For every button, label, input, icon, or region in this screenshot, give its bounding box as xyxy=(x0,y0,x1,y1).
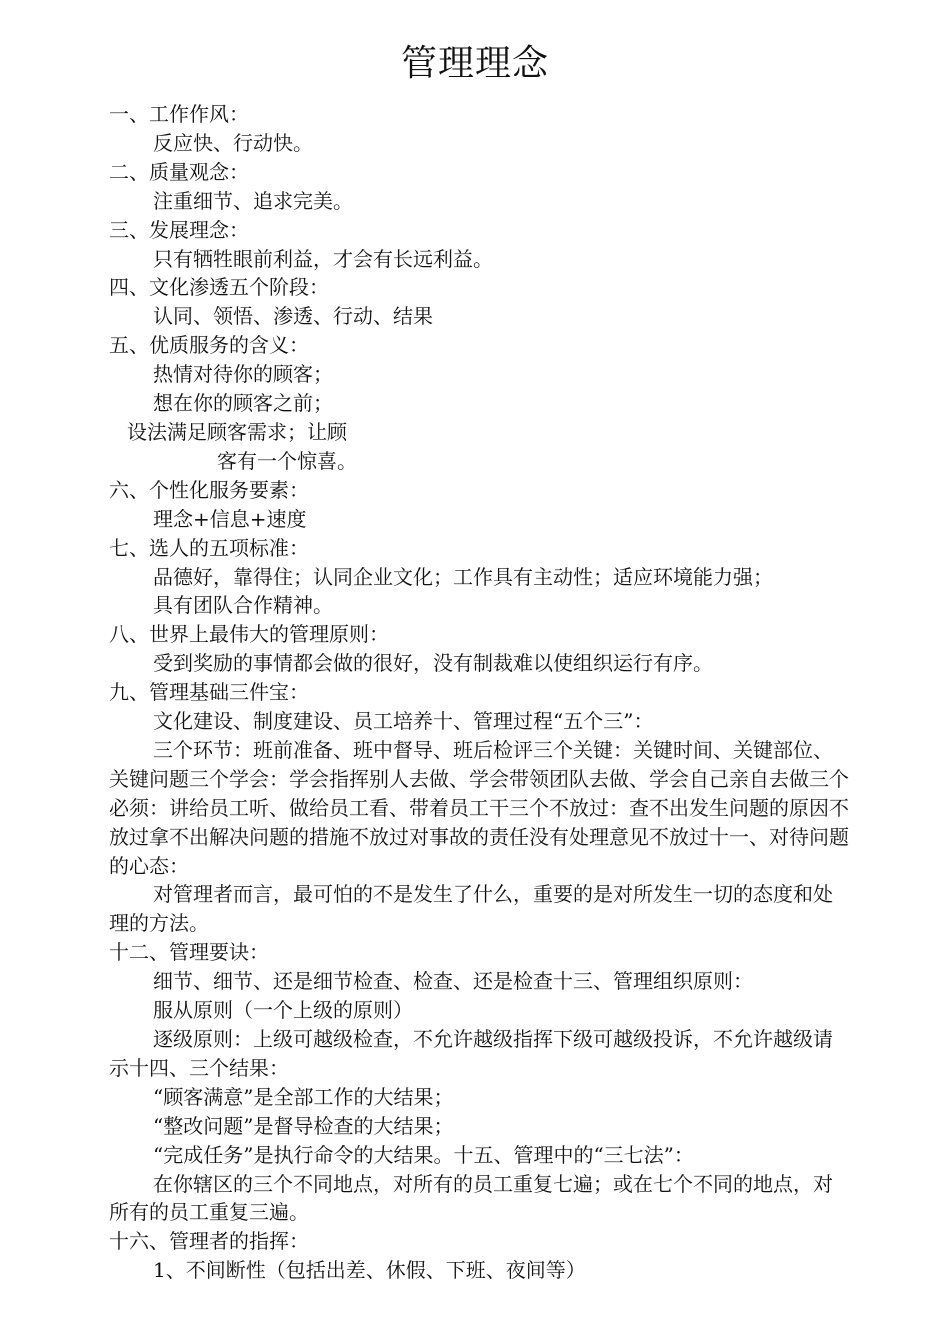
document-title: 管理理念 xyxy=(400,43,549,84)
section-text-6: 理念+信息+速度 xyxy=(153,506,307,531)
section-text-5-line-1: 热情对待你的顾客； xyxy=(153,362,333,387)
section-text-7-line-1: 品德好，靠得住；认同企业文化；工作具有主动性；适应环境能力强； xyxy=(153,564,773,589)
section-heading-2: 二、质量观念： xyxy=(109,159,249,184)
section-heading-1: 一、工作作风： xyxy=(109,102,249,126)
section-text-9: 文化建设、制度建设、员工培养十、管理过程“五个三”： xyxy=(153,709,654,734)
section-heading-8: 八、世界上最伟大的管理原则： xyxy=(109,622,389,647)
section-text-8: 受到奖励的事情都会做的很好，没有制裁难以使组织运行有序。 xyxy=(153,651,713,676)
section-text-13-line-1: 服从原则（一个上级的原则） xyxy=(153,998,413,1023)
section-heading-6: 六、个性化服务要素： xyxy=(109,477,309,502)
result-line-3: “完成任务”是执行命令的大结果。十五、管理中的“三七法”： xyxy=(153,1142,694,1167)
section-heading-12: 十二、管理要诀： xyxy=(109,940,269,965)
section-text-3: 只有牺牲眼前利益，才会有长远利益。 xyxy=(153,246,493,271)
section-heading-5: 五、优质服务的含义： xyxy=(109,333,309,358)
section-text-16-line-1: 1、不间断性（包括出差、休假、下班、夜间等） xyxy=(153,1258,586,1283)
section-heading-16: 十六、管理者的指挥： xyxy=(109,1229,309,1254)
document-body xyxy=(109,100,849,1285)
section-text-12: 细节、细节、还是细节检查、检查、还是检查十三、管理组织原则： xyxy=(153,969,753,994)
section-text-4: 认同、领悟、渗透、行动、结果 xyxy=(153,304,433,329)
section-text-13-line-2: 逐级原则：上级可越级检查，不允许越级指挥下级可越级投诉，不允许越级请示十四、三个结果： xyxy=(109,1027,833,1080)
section-text-5-line-2: 想在你的顾客之前； xyxy=(153,391,333,416)
section-text-5-line-4: 客有一个惊喜。 xyxy=(217,448,357,473)
section-heading-9: 九、管理基础三件宝： xyxy=(109,680,309,705)
three-seven-rule-paragraph: 在你辖区的三个不同地点，对所有的员工重复七遍；或在七个不同的地点，对所有的员工重复三遍。 xyxy=(109,1171,833,1225)
problem-attitude-paragraph: 对管理者而言，最可怕的不是发生了什么，重要的是对所发生一切的态度和处理的方法。 xyxy=(109,882,833,936)
result-line-2: “整改问题”是督导检查的大结果； xyxy=(153,1113,454,1138)
management-process-paragraph: 三个环节：班前准备、班中督导、班后检评三个关键：关键时间、关键部位、关键问题三个学会：学会指挥别人去做、学会带领团队去做、学会自己亲自去做三个必须：讲给员工听、做给员工看、带着员工干三个不放过：查不出发生问题的原因不放过拿不出解决问题的措施不放过对事故的责任没有处理意见不放过十一、对待问题的心态： xyxy=(109,737,849,878)
section-heading-3: 三、发展理念： xyxy=(109,217,249,242)
section-text-7-line-2: 具有团队合作精神。 xyxy=(153,593,333,618)
section-heading-7: 七、选人的五项标准： xyxy=(109,535,309,560)
section-text-2: 注重细节、追求完美。 xyxy=(153,188,353,213)
result-line-1: “顾客满意”是全部工作的大结果； xyxy=(153,1084,454,1109)
section-heading-4: 四、文化渗透五个阶段： xyxy=(109,275,329,300)
section-text-1: 反应快、行动快。 xyxy=(153,130,313,155)
section-text-5-line-3: 设法满足顾客需求；让顾 xyxy=(127,419,347,444)
